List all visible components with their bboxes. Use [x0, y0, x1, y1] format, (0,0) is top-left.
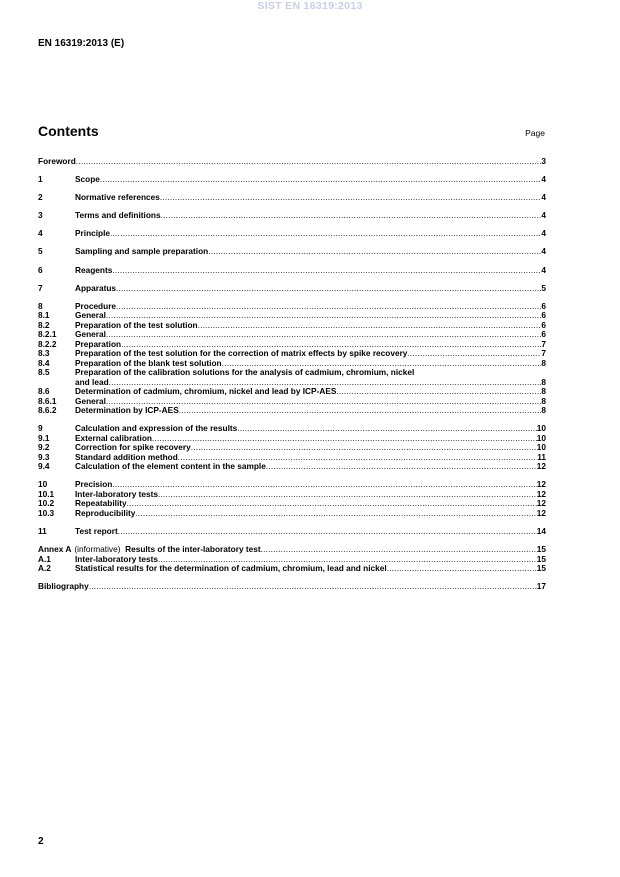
toc-entry-page: 4 [541, 174, 546, 185]
toc-entry-title-text: Statistical results for the determination of cadmium, chromium, lead and nickel [75, 563, 387, 574]
toc-entry-number: Annex A [38, 544, 72, 555]
toc-entry-number: 10.3 [38, 507, 55, 518]
toc-entry-title-text: Reagents [75, 264, 113, 275]
toc-entry-title: Preparation of the calibration solutions for the analysis of cadmium, chromium, nickel [75, 367, 415, 378]
toc-entry-number: 6 [38, 264, 43, 275]
toc-entry-title-text: Reproducibility [75, 507, 136, 518]
toc-entry-page: 12 [536, 498, 546, 509]
toc-entry-page: 15 [536, 553, 546, 564]
toc-entry[interactable] [38, 302, 546, 312]
watermark: SIST EN 16319:2013 [257, 0, 363, 12]
toc-entry-number: 8.2.1 [38, 329, 57, 340]
toc-entry-page: 6 [541, 329, 546, 340]
toc-leader-dots [110, 229, 541, 239]
toc-entry-page: 5 [541, 282, 546, 293]
toc-leader-dots [135, 509, 536, 519]
table-of-contents [38, 157, 546, 592]
toc-entry-number: 9.2 [38, 442, 50, 453]
toc-entry-title-text: Sampling and sample preparation [75, 246, 209, 257]
toc-entry-title: Bibliography [38, 581, 89, 592]
toc-entry[interactable] [38, 175, 546, 185]
toc-entry[interactable] [38, 368, 546, 378]
toc-entry-page: 11 [537, 451, 546, 462]
toc-entry-page: 14 [536, 526, 546, 537]
toc-entry-title [75, 247, 208, 257]
toc-leader-dots [89, 582, 537, 592]
toc-entry-page: 12 [536, 488, 546, 499]
toc-entry-page: 12 [536, 479, 546, 490]
toc-entry-page: 4 [541, 192, 546, 203]
toc-leader-dots [191, 443, 537, 453]
toc-entry-title-text: Terms and definitions [75, 210, 161, 221]
toc-entry[interactable] [38, 247, 546, 257]
toc-entry-title-text: Repeatability [75, 498, 127, 509]
toc-entry-page: 12 [536, 507, 546, 518]
toc-entry-title [75, 527, 118, 537]
toc-entry-page: 10 [536, 432, 546, 443]
toc-entry-title-text: Precision [75, 479, 113, 490]
toc-entry-number: 8.6.2 [38, 405, 57, 416]
toc-entry-page: 4 [541, 246, 546, 257]
toc-leader-dots [118, 527, 537, 537]
toc-entry-title-text: Preparation of the test solution [75, 319, 198, 330]
toc-leader-dots [106, 330, 541, 340]
toc-leader-dots [76, 157, 542, 167]
toc-entry[interactable] [38, 211, 546, 221]
toc-entry-title [75, 462, 266, 472]
toc-entry-number: 9 [38, 423, 43, 434]
toc-entry-title-text: Results of the inter-laboratory test [125, 544, 261, 555]
toc-entry-title-text: General [75, 395, 106, 406]
toc-leader-dots [237, 424, 536, 434]
toc-entry-number: 8.6 [38, 386, 50, 397]
toc-entry-page: 6 [541, 310, 546, 321]
toc-entry-title-cont: and lead [75, 376, 109, 387]
page-column-label: Page [525, 128, 545, 138]
toc-entry-title [75, 175, 100, 185]
toc-leader-dots [266, 462, 537, 472]
toc-entry-annex-type: (informative) [74, 544, 121, 555]
toc-leader-dots [387, 564, 537, 574]
toc-entry-page: 10 [536, 423, 546, 434]
toc-leader-dots [116, 302, 541, 312]
toc-entry-page: 8 [541, 405, 546, 416]
toc-leader-dots [152, 434, 537, 444]
toc-entry-number: 4 [38, 228, 43, 239]
toc-entry-page: 12 [536, 461, 546, 472]
toc-entry-number: 9.3 [38, 451, 50, 462]
document-id: EN 16319:2013 (E) [38, 38, 125, 49]
toc-entry-page: 8 [541, 386, 546, 397]
toc-leader-dots [198, 321, 542, 331]
toc-entry-page: 4 [541, 210, 546, 221]
page-number: 2 [38, 836, 44, 847]
toc-leader-dots [336, 387, 541, 397]
toc-entry-title-text: Preparation of the test solution for the correction of matrix effects by spike recovery [75, 348, 408, 359]
toc-leader-dots [112, 480, 536, 490]
toc-entry-number: 8.1 [38, 310, 50, 321]
toc-entry-title-text: Apparatus [75, 282, 117, 293]
toc-entry-page: 6 [541, 300, 546, 311]
toc-entry-page: 8 [541, 395, 546, 406]
toc-entry-page: 8 [541, 357, 546, 368]
toc-entry-number: 8.4 [38, 357, 50, 368]
toc-entry-title-text: Test report [75, 526, 118, 537]
toc-entry-title-text: External calibration [75, 432, 153, 443]
toc-entry-number: 1 [38, 174, 43, 185]
toc-leader-dots [160, 193, 542, 203]
toc-entry-title-text: Inter-laboratory tests [75, 488, 158, 499]
toc-entry-number: 8 [38, 300, 43, 311]
toc-entry-page: 7 [541, 348, 546, 359]
toc-entry[interactable] [38, 406, 546, 416]
toc-entry-title [75, 564, 387, 574]
toc-entry[interactable] [38, 284, 546, 294]
toc-entry[interactable] [38, 229, 546, 239]
toc-entry[interactable] [38, 193, 546, 203]
toc-entry-page: 4 [541, 264, 546, 275]
toc-entry-page: 4 [541, 228, 546, 239]
toc-entry-page: 7 [541, 338, 546, 349]
toc-entry-title [75, 284, 116, 294]
toc-entry-title-text: Correction for spike recovery [75, 442, 191, 453]
toc-entry[interactable] [38, 509, 546, 519]
toc-entry-number: 8.2.2 [38, 338, 57, 349]
toc-entry[interactable] [38, 564, 546, 574]
toc-entry-title-text: Calculation of the element content in the sample [75, 461, 266, 472]
toc-entry-page: 10 [536, 442, 546, 453]
toc-leader-dots [112, 266, 541, 276]
toc-leader-dots [161, 211, 542, 221]
toc-entry-title [75, 387, 336, 397]
toc-entry-number: 3 [38, 210, 43, 221]
toc-entry-title-text: Inter-laboratory tests [75, 553, 158, 564]
toc-entry-page: 15 [536, 563, 546, 574]
toc-entry-title [75, 509, 135, 519]
toc-entry-title-text: Normative references [75, 192, 160, 203]
toc-entry-title [75, 211, 161, 221]
toc-entry-title-text: General [75, 329, 106, 340]
toc-entry-title-text: Scope [75, 174, 100, 185]
toc-entry-title-text: Determination of cadmium, chromium, nickel and lead by ICP-AES [75, 386, 337, 397]
contents-heading: Contents [38, 123, 99, 139]
toc-entry-title-text: General [75, 310, 106, 321]
toc-entry-number: 10 [38, 479, 48, 490]
toc-entry-number: A.2 [38, 563, 51, 574]
toc-entry[interactable] [38, 266, 546, 276]
toc-entry-number: 9.1 [38, 432, 50, 443]
toc-leader-dots [407, 349, 541, 359]
toc-entry-title [75, 229, 110, 239]
toc-entry-number: 10.2 [38, 498, 55, 509]
toc-leader-dots [116, 284, 541, 294]
toc-entry[interactable] [38, 582, 546, 592]
toc-entry-number: 8.2 [38, 319, 50, 330]
toc-entry-number: 2 [38, 192, 43, 203]
toc-entry-title-text: Procedure [75, 300, 117, 311]
toc-entry-number: 8.6.1 [38, 395, 57, 406]
toc-leader-dots [100, 175, 541, 185]
toc-entry-number: 8.3 [38, 348, 50, 359]
toc-entry[interactable] [38, 462, 546, 472]
toc-entry-title-text: Principle [75, 228, 111, 239]
toc-entry-number: 10.1 [38, 488, 55, 499]
toc-entry-number: 9.4 [38, 461, 50, 472]
toc-entry-number: A.1 [38, 553, 51, 564]
toc-leader-dots [208, 247, 541, 257]
toc-entry-title-text: Determination by ICP-AES [75, 405, 179, 416]
toc-entry-page: 17 [536, 581, 546, 592]
toc-entry-title [75, 266, 112, 276]
toc-leader-dots [127, 499, 537, 509]
toc-entry-title-text: Calculation and expression of the results [75, 423, 238, 434]
toc-entry-title [75, 193, 160, 203]
toc-entry[interactable] [38, 321, 546, 331]
toc-entry-page: 15 [536, 544, 546, 555]
toc-entry-title-text: Standard addition method [75, 451, 178, 462]
toc-entry-page: 6 [541, 319, 546, 330]
toc-entry[interactable] [38, 387, 546, 397]
toc-entry-number: 11 [38, 526, 47, 537]
toc-leader-dots [158, 490, 537, 500]
toc-entry-number: 5 [38, 246, 43, 257]
toc-entry-title: Foreword [38, 156, 76, 166]
toc-entry-title-text: Preparation [75, 338, 122, 349]
toc-leader-dots [179, 406, 542, 416]
toc-entry-page: 8 [541, 376, 546, 387]
toc-entry-title-text: Preparation of the blank test solution [75, 357, 222, 368]
toc-entry[interactable] [38, 157, 546, 167]
toc-entry[interactable] [38, 527, 546, 537]
toc-entry-number: 7 [38, 282, 43, 293]
toc-entry-number: 8.5 [38, 367, 50, 378]
toc-leader-dots [261, 545, 537, 555]
toc-entry-page: 3 [541, 156, 546, 166]
toc-entry-title [75, 406, 179, 416]
